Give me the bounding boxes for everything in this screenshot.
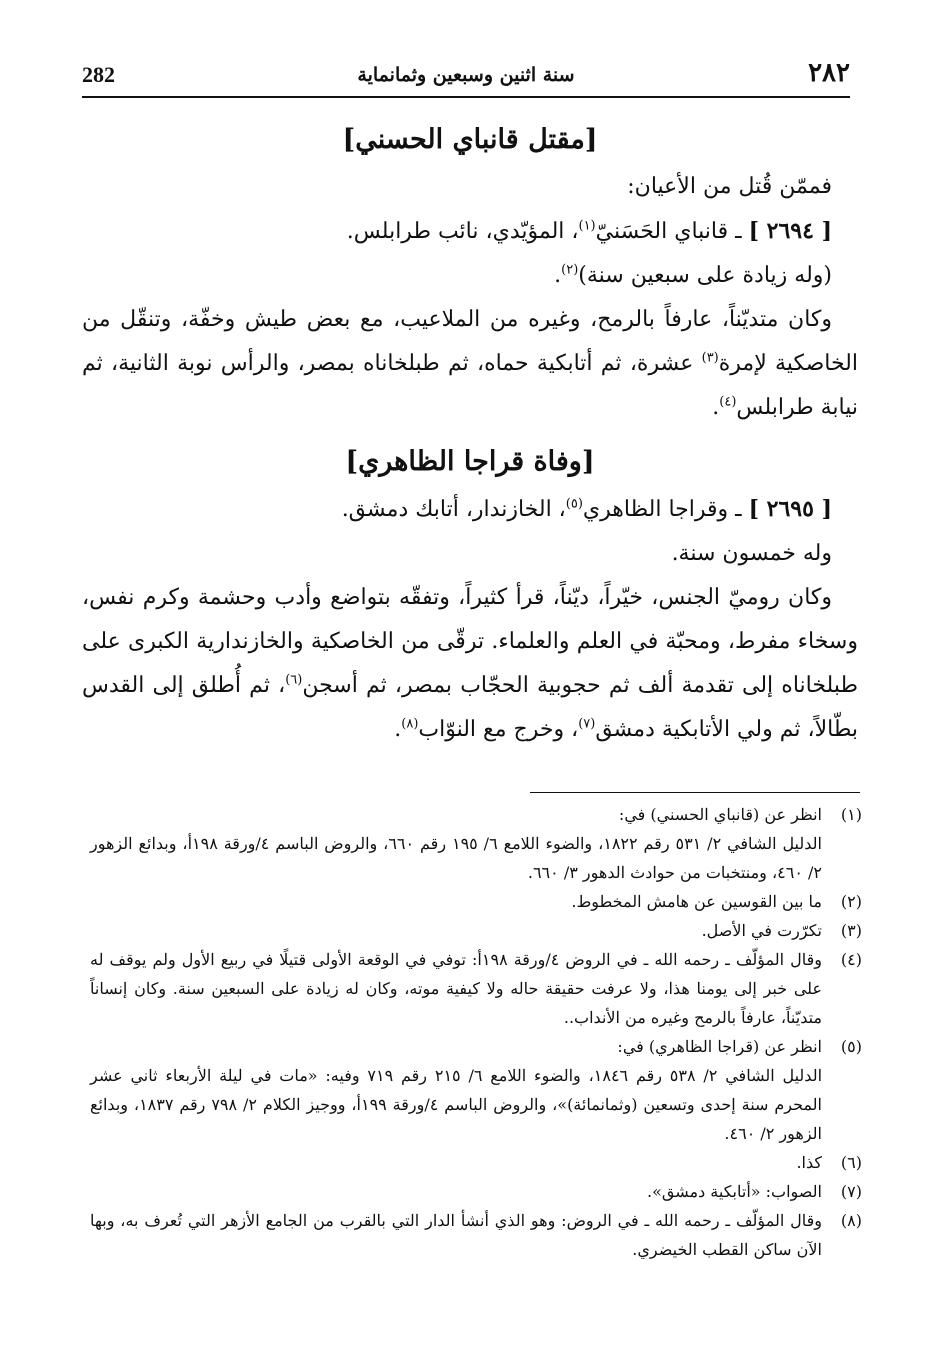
- footnote-6: [90, 1148, 862, 1177]
- footnote-ref-3[interactable]: (٣): [701, 350, 719, 366]
- footnote-text: [90, 916, 822, 945]
- footnote-number: (٥): [840, 1037, 862, 1056]
- bio-paragraph-2: [82, 576, 858, 752]
- footnote-5: [90, 1032, 862, 1148]
- footnote-number: (٣): [840, 921, 862, 940]
- bio-text-b: ، ثم أُطلق إلى القدس بطّالاً، ثم ولي الأتابكية دمشق: [82, 673, 858, 742]
- footnote-rule: [530, 792, 860, 793]
- footnote-number: (١): [840, 805, 862, 824]
- footnote-1: [90, 800, 862, 887]
- footnote-ref-8[interactable]: (٨): [401, 716, 419, 732]
- page-number-latin: 282: [82, 62, 115, 87]
- bio-text-a: وكان متديّناً، عارفاً بالرمح، وغيره من الملاعيب، مع بعض طيش وخفّة، وتنقّل من الخاصكية لإمرة: [82, 307, 858, 376]
- bio-paragraph-1: [82, 298, 858, 430]
- bio-end: .: [394, 717, 402, 742]
- entry-desc: ، المؤيّدي، نائب طرابلس.: [346, 219, 579, 244]
- header-rule: [82, 96, 850, 98]
- footnotes: [90, 800, 862, 1264]
- footnote-text: [90, 1206, 822, 1264]
- entry-desc: ، الخازندار، أتابك دمشق.: [341, 497, 566, 522]
- footnote-ref-7[interactable]: (٧): [578, 716, 596, 732]
- entry-name: ـ قانباي الحَسَنيّ: [595, 219, 749, 244]
- footnote-text: [90, 800, 822, 887]
- entry-name: ـ وقراجا الظاهري: [582, 497, 749, 522]
- footnote-number: (٨): [840, 1211, 862, 1230]
- footnote-line: الدليل الشافي ٢/ ٥٣١ رقم ١٨٢٢، والضوء اللامع ٦/ ١٩٥ رقم ٦٦٠، والروض الباسم ٤/ورقة ١٩٨أ، وبدائع الزهور ٢/ ٤٦٠، ومنتخبات من حوادث الدهور ٣/ ٦٦٠.: [90, 834, 822, 882]
- footnote-text: [90, 1177, 822, 1206]
- bio-text-c: ، وخرج مع النوّاب: [418, 717, 579, 742]
- footnote-line: وقال المؤلّف ـ رحمه الله ـ في الروض: وهو الذي أنشأ الدار التي بالقرب من الجامع الأزهر التي تُعرف به، وبها الآن ساكن القطب الخيضري.: [90, 1211, 822, 1259]
- footnote-line: كذا.: [796, 1153, 822, 1172]
- footnote-4: [90, 945, 862, 1032]
- footnote-line: تكرّرت في الأصل.: [701, 921, 822, 940]
- age-end: .: [554, 263, 562, 288]
- footnote-number: (٢): [840, 892, 862, 911]
- footnote-ref-1[interactable]: (١): [578, 218, 596, 234]
- intro-line: فممّن قُتل من الأعيان:: [627, 174, 832, 199]
- footnote-text: [90, 1148, 822, 1177]
- footnote-ref-6[interactable]: (٦): [285, 672, 303, 688]
- section-heading-1: [مقتل قانباي الحسني]: [342, 124, 598, 155]
- footnote-line: انظر عن (قانباي الحسني) في:: [618, 805, 822, 824]
- running-title: سنة اثنين وسبعين وثمانماية: [357, 64, 575, 86]
- main-text: [82, 118, 858, 752]
- footnote-number: (٤): [840, 950, 862, 969]
- page-number-arabic: ٢٨٢: [808, 58, 850, 88]
- footnote-line: الصواب: «أتابكية دمشق».: [647, 1182, 822, 1201]
- footnote-text: [90, 945, 822, 1032]
- footnote-3: [90, 916, 862, 945]
- age-text: (وله زيادة على سبعين سنة): [578, 263, 832, 288]
- footnote-text: [90, 1032, 822, 1148]
- footnote-ref-4[interactable]: (٤): [719, 394, 737, 410]
- bio-end: .: [712, 395, 720, 420]
- footnote-ref-2[interactable]: (٢): [561, 262, 579, 278]
- entry-number: [ ٢٦٩٤ ]: [748, 218, 832, 244]
- footnote-line: الدليل الشافي ٢/ ٥٣٨ رقم ١٨٤٦، والضوء اللامع ٦/ ٢١٥ رقم ٧١٩ وفيه: «مات في ليلة الأربعاء ثاني عشر المحرم سنة إحدى وتسعين (وثمانمائة)»، والروض الباسم ٤/ورقة ١٩٩أ، ووجيز الكلام ٢/ ٧٩٨ رقم ١٨٣٧، وبدائع الزهور ٢/ ٤٦٠.: [90, 1066, 823, 1143]
- entry-2694: [82, 209, 858, 254]
- footnote-2: [90, 887, 862, 916]
- entry-2695: [82, 487, 858, 532]
- footnote-number: (٧): [840, 1182, 862, 1201]
- bio-text-a: وكان روميّ الجنس، خيّراً، ديّناً، قرأ كثيراً، وتفقّه بتواضع وأدب وحشمة وكرم نفس، وسخاء مفرط، ومحبّة في العلم والعلماء. ترقّى من الخاصكية والخازندارية الكبرى على طبلخاناه إلى تقدمة ألف ثم حجوبية الحجّاب بمصر، ثم أسجن: [82, 585, 858, 698]
- footnote-ref-5[interactable]: (٥): [565, 496, 583, 512]
- footnote-7: [90, 1177, 862, 1206]
- section-heading-2: [وفاة قراجا الظاهري]: [345, 446, 595, 477]
- footnote-line: وقال المؤلّف ـ رحمه الله ـ في الروض ٤/ورقة ١٩٨أ: توفي في الوقعة الأولى قتيلًا في ربيع الأول ولم يوقف له على خبر إلى يومنا هذا، ولا عرفت حقيقة حاله ولا كيفية موته، وكان له زيادة على السبعين سنة. وكان إنساناً متديّناً، عارفاً بالرمح وغيره من الأنداب..: [90, 950, 823, 1027]
- running-header: [82, 58, 850, 94]
- age-line-2: وله خمسون سنة.: [671, 541, 832, 566]
- footnote-number: (٦): [840, 1153, 862, 1172]
- footnote-line: ما بين القوسين عن هامش المخطوط.: [571, 892, 822, 911]
- age-line-1: [82, 254, 858, 298]
- bio-text-b: عشرة، ثم أتابكية حماه، ثم طبلخاناه بمصر، والرأس نوبة الثانية، ثم نيابة طرابلس: [82, 351, 858, 420]
- footnote-text: [90, 887, 822, 916]
- entry-number: [ ٢٦٩٥ ]: [748, 496, 832, 522]
- footnote-line: انظر عن (قراجا الظاهري) في:: [617, 1037, 822, 1056]
- footnote-8: [90, 1206, 862, 1264]
